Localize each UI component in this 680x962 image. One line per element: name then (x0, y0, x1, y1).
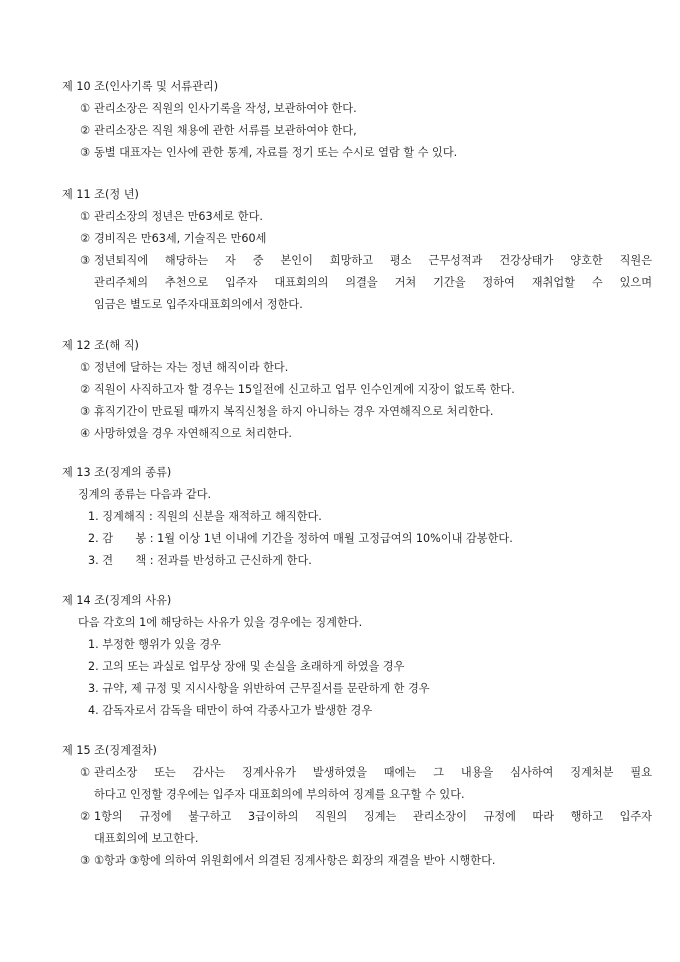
item-text: 사망하였을 경우 자연해직으로 처리한다. (94, 427, 292, 440)
article-intro: 다음 각호의 1에 해당하는 사유가 있을 경우에는 징계한다. (78, 616, 363, 629)
item-text: 정년에 달하는 자는 정년 해직이라 한다. (94, 361, 289, 374)
item-number: ② (79, 232, 91, 245)
article-title: 제 14 조(징계의 사유) (62, 594, 172, 607)
item-number: ③ (79, 854, 91, 867)
item-text: 동별 대표자는 인사에 관한 통계, 자료를 정기 또는 수시로 열람 할 수 있다. (94, 146, 458, 159)
item-text: 직원이 사직하고자 할 경우는 15일전에 신고하고 업무 인수인계에 지장이 없도록 한다. (94, 383, 515, 396)
list-item: 2. 고의 또는 과실로 업무상 장애 및 손실을 초래하게 하였을 경우 (88, 660, 405, 673)
list-item: 1. 징계해직 : 직원의 신분을 재적하고 해직한다. (88, 510, 322, 523)
item-number: ④ (79, 427, 91, 440)
item-text: ①항과 ③항에 의하여 위원회에서 의결된 징계사항은 회장의 재결을 받아 시행한다. (94, 854, 496, 867)
item-text: 정년퇴직에 해당하는 자 중 본인이 희망하고 평소 근무성적과 건강상태가 양호한 직원은 (94, 254, 652, 267)
list-item: 2. 감 봉 : 1월 이상 1년 이내에 기간을 정하여 매월 고정급여의 10%이내 감봉한다. (88, 532, 513, 545)
item-number: ③ (79, 405, 91, 418)
article-title: 제 12 조(해 직) (62, 339, 139, 352)
item-text-continued: 대표회의에 보고한다. (94, 832, 199, 845)
item-text: 경비직은 만63세, 기술직은 만60세 (94, 232, 267, 245)
list-item: 3. 규약, 제 규정 및 지시사항을 위반하여 근무질서를 문란하게 한 경우 (88, 682, 430, 695)
item-text: 관리소장은 직원의 인사기록을 작성, 보관하여야 한다. (94, 102, 357, 115)
item-text: 관리소장 또는 감사는 징계사유가 발생하였을 때에는 그 내용을 심사하여 징계처분 필요 (94, 766, 652, 779)
item-number: ② (79, 124, 91, 137)
item-number: ③ (79, 254, 91, 267)
item-text: 1항의 규정에 불구하고 3급이하의 직원의 징계는 관리소장이 규정에 따라 행하고 입주자 (94, 810, 652, 823)
item-number: ② (79, 810, 91, 823)
list-item: 4. 감독자로서 감독을 태만이 하여 각종사고가 발생한 경우 (88, 704, 373, 717)
item-number: ① (79, 361, 91, 374)
item-text-continued: 하다고 인정할 경우에는 입주자 대표회의에 부의하여 징계를 요구할 수 있다. (94, 788, 465, 801)
article-title: 제 11 조(정 년) (62, 188, 139, 201)
item-number: ② (79, 383, 91, 396)
article-intro: 징계의 종류는 다음과 같다. (78, 488, 212, 501)
item-text: 휴직기간이 만료될 때까지 복직신청을 하지 아니하는 경우 자연해직으로 처리한다. (94, 405, 494, 418)
article-title: 제 10 조(인사기록 및 서류관리) (62, 80, 219, 93)
item-number: ① (79, 102, 91, 115)
list-item: 1. 부정한 행위가 있을 경우 (88, 638, 221, 651)
item-text-continued: 임금은 별도로 입주자대표회의에서 정한다. (94, 298, 303, 311)
item-number: ③ (79, 146, 91, 159)
list-item: 3. 견 책 : 전과를 반성하고 근신하게 한다. (88, 554, 312, 567)
item-number: ① (79, 766, 91, 779)
item-text-continued: 관리주체의 추천으로 입주자 대표회의의 의결을 거쳐 기간을 정하여 재취업할 수 있으며 (94, 276, 652, 289)
item-text: 관리소장의 정년은 만63세로 한다. (94, 210, 263, 223)
article-title: 제 15 조(징계절차) (62, 744, 157, 757)
article-title: 제 13 조(징계의 종류) (62, 466, 172, 479)
item-number: ① (79, 210, 91, 223)
item-text: 관리소장은 직원 채용에 관한 서류를 보관하여야 한다, (94, 124, 357, 137)
